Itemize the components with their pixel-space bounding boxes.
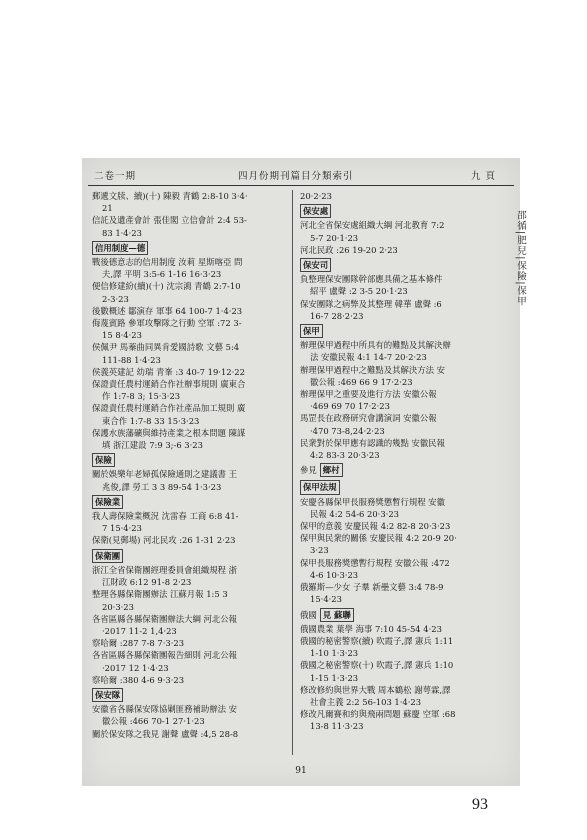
- entry-continuation: 3·23: [310, 545, 329, 556]
- scanned-page: [82, 158, 526, 786]
- index-entry: [300, 437, 500, 461]
- entry-line: 浙江全省保衛團經理委員會組織規程 浙: [92, 564, 238, 575]
- entry-line: 俄羅斯—少女 子羣 新壘文藝 3:4 78-9: [300, 582, 444, 593]
- entry-line: 關於保安隊之我見 謝聲 盧聲 :4,5 28-8: [92, 728, 239, 739]
- entry-continuation: 紹平 盧聲 :2 3-5 20·1·23: [310, 286, 408, 297]
- index-entry: [92, 703, 288, 727]
- index-entry: [92, 256, 288, 280]
- index-entry: [300, 388, 500, 412]
- index-entry: [300, 244, 500, 256]
- header-volume: 二卷一期: [94, 171, 137, 182]
- entry-continuation: 4-6 10·3·23: [310, 569, 359, 580]
- section-label: 保甲法規: [300, 480, 340, 494]
- index-entry: [300, 635, 500, 659]
- index-entry: [300, 581, 500, 605]
- side-tab: 邵循|肥兒|保險|保甲: [515, 210, 526, 307]
- index-entry: [300, 273, 500, 297]
- entry-line: 辦理保甲過程中之難點及其解決方法 安: [300, 364, 446, 375]
- section-heading: [92, 451, 288, 468]
- entry-line: 河北民政 :26 19-20 2·23: [300, 244, 398, 255]
- entry-line: 20·2·23: [300, 191, 332, 201]
- section-heading: [92, 239, 288, 256]
- section-label: 保安司: [300, 258, 331, 272]
- entry-continuation: ·469 69 70 17·2·23: [310, 401, 390, 412]
- index-entry: [300, 532, 500, 556]
- index-entry: [300, 298, 500, 322]
- entry-line: 郵遞文牍、續)(十) 陳毅 青鶴 2:8-10 3·4·: [92, 191, 248, 201]
- entry-continuation: 20·3·23: [102, 601, 134, 612]
- entry-line: 辦理保甲過程中所具有的難點及其解決辦: [300, 340, 451, 351]
- entry-continuation: 1-15 1·3·23: [310, 672, 359, 683]
- see-prefix: 參見: [300, 465, 317, 476]
- page-number: 93: [472, 796, 488, 813]
- see-target: 鄉村: [320, 463, 343, 477]
- entry-line: 修改凡爾賽和約與飛兩問題 蘇慶 空軍 :68: [300, 709, 456, 720]
- header-page: 九 頁: [470, 171, 496, 182]
- entry-line: 侮蔑賓路 參軍攻擊隊之行動 空軍 :72 3-: [92, 318, 242, 329]
- see-target: 見 蘇聯: [320, 608, 354, 622]
- entry-line: 保甲與民衆的關係 安慶民報 4:2 20-9 20·: [300, 533, 457, 544]
- entry-line: 馬罡長在政務研究會講演詞 安徽公報: [300, 413, 437, 424]
- entry-continuation: 5-7 20·1·23: [310, 232, 359, 243]
- entry-line: 保證責任農村運銷合作社辦事規則 廣東合: [92, 379, 246, 390]
- index-entry: [92, 534, 288, 546]
- entry-line: 戰後德意志的信用制度 汝莉 星斯喀亞 問: [92, 257, 243, 268]
- index-entry: [92, 468, 288, 492]
- index-entry: [92, 280, 288, 304]
- see-also: [300, 608, 500, 622]
- entry-line: 河北全省保安處組織大綱 河北教育 7:2: [300, 220, 445, 231]
- index-entry: [300, 623, 500, 635]
- entry-continuation: 15·4·23: [310, 594, 342, 605]
- entry-continuation: 21: [102, 203, 113, 214]
- entry-continuation: 民報 4:2 54-6 20·3·23: [310, 508, 399, 519]
- entry-continuation: 社會主義 2:2 56-103 1·4·23: [310, 696, 422, 707]
- entry-line: 整理各縣保衛團辦法 江蘇月報 1:5 3: [92, 589, 228, 600]
- entry-continuation: 15 8·4·23: [102, 330, 142, 341]
- entry-continuation: 16-7 28·2·23: [310, 310, 364, 321]
- see-prefix: 俄國: [300, 609, 317, 620]
- entry-line: 察哈爾 :380 4-6 9·3·23: [92, 674, 185, 685]
- section-heading: [92, 493, 288, 510]
- index-entry: [300, 412, 500, 436]
- entry-line: 後數概述 鄒演存 軍事 64 100-7 1·4·23: [92, 305, 243, 316]
- entry-line: 保證責任農村運銷合作社產品加工規則 廣: [92, 403, 246, 414]
- entry-continuation: 2-3·23: [102, 293, 129, 304]
- left-column: [92, 190, 288, 740]
- index-entry: [92, 305, 288, 317]
- index-entry: [92, 728, 288, 740]
- index-entry: [92, 190, 288, 214]
- section-heading: [300, 322, 500, 339]
- entry-line: 各省區縣各縣保衛團辦法大綱 河北公報: [92, 613, 238, 624]
- entry-continuation: 兆俊,譯 勞工 3 3 89-54 1·3·23: [102, 481, 222, 492]
- index-entry: [92, 510, 288, 534]
- index-entry: [300, 557, 500, 581]
- entry-line: 便信修建紛(續)(十) 沈宗鴻 青鶴 2:7-10: [92, 281, 241, 292]
- entry-line: 俄國之秘密警察(十) 吹霞子,譯 憲兵 1:10: [300, 660, 454, 671]
- index-entry: [92, 649, 288, 673]
- index-entry: [92, 613, 288, 637]
- index-entry: [92, 564, 288, 588]
- section-heading: [300, 202, 500, 219]
- index-entry: [92, 366, 288, 378]
- section-label: 保險業: [92, 495, 123, 509]
- header-rule: [88, 185, 514, 186]
- entry-continuation: 夫,譯 平明 3:5-6 1-16 16·3·23: [102, 269, 222, 280]
- index-entry: [300, 520, 500, 532]
- entry-line: 保甲長服務獎懲暫行規程 安徽公報 :472: [300, 557, 450, 568]
- running-header: [88, 168, 514, 182]
- entry-continuation: ·2017 11-2 1,4·23: [102, 625, 177, 636]
- index-entry: [92, 637, 288, 649]
- index-entry: [92, 317, 288, 341]
- entry-line: 俄國的秘密警察(續) 吹霞子,譯 憲兵 1:11: [300, 635, 454, 646]
- section-heading: [92, 547, 288, 564]
- section-label: 保衛團: [92, 549, 123, 563]
- entry-continuation: 13-8 11·3·23: [310, 721, 364, 732]
- index-entry: [300, 708, 500, 732]
- column-divider: [292, 190, 293, 755]
- entry-line: 負整理保安團隊幹部應具備之基本條件: [300, 274, 443, 285]
- entry-line: 察哈爾 :287 7-8 7·3·23: [92, 638, 185, 649]
- entry-continuation: ·470 73-8,24·2·23: [310, 425, 385, 436]
- entry-line: 俄國農業 葉學 海事 7:10 45-54 4·23: [300, 623, 442, 634]
- entry-continuation: 1-10 1·3·23: [310, 648, 359, 659]
- section-label: 保安處: [300, 204, 331, 218]
- index-entry: [300, 339, 500, 363]
- index-entry: [300, 219, 500, 243]
- section-label: 信用制度—德: [92, 241, 148, 255]
- index-entry: [92, 214, 288, 238]
- entry-line: 辦理保甲之重要及進行方法 安徽公報: [300, 389, 437, 400]
- entry-continuation: 法 安徽民報 4:1 14-7 20·2·23: [310, 352, 427, 363]
- section-heading: [300, 256, 500, 273]
- entry-continuation: 7 15·4·23: [102, 523, 142, 534]
- index-entry: [92, 378, 288, 402]
- index-entry: [300, 684, 500, 708]
- entry-line: 關於娛樂年老婦孤保險通則之建議書 王: [92, 469, 238, 480]
- entry-continuation: 填 浙江建設 7:9 3;-6 3·23: [102, 440, 203, 451]
- entry-line: 各省區縣各縣保衛團報告細則 河北公報: [92, 650, 238, 661]
- index-entry: [300, 496, 500, 520]
- entry-line: 民衆對於保甲應有認識的幾點 安徽民報: [300, 437, 446, 448]
- entry-line: 修改修約與世界大戰 周本鶴松 謝萼霖,譯: [300, 684, 451, 695]
- right-column: [300, 190, 500, 733]
- index-entry: [92, 588, 288, 612]
- entry-continuation: ·2017 12 1·4·23: [102, 662, 169, 673]
- section-heading: [300, 478, 500, 495]
- entry-line: 侯佩尹 馬蓁曲同異肯愛國詩歌 文藝 5:4: [92, 342, 240, 353]
- index-entry: [92, 341, 288, 365]
- index-entry: [300, 190, 500, 202]
- entry-line: 保甲的意義 安慶民報 4:2 82-8 20·3·23: [300, 521, 451, 532]
- entry-continuation: 東合作 1:7-8 33 15·3·23: [102, 415, 200, 426]
- entry-line: 我人壽保險業概況 沈雷春 工商 6:8 41-: [92, 511, 239, 522]
- section-label: 保安隊: [92, 688, 123, 702]
- entry-continuation: 作 1:7-8 3; 15·3·23: [102, 391, 181, 402]
- entry-continuation: 83 1·4·23: [102, 227, 142, 238]
- section-label: 保甲: [300, 324, 323, 338]
- see-also: [300, 463, 500, 477]
- index-entry: [92, 402, 288, 426]
- entry-line: 侯義英建記 幼瑞 青峯 :3 40-7 19·12·22: [92, 366, 245, 377]
- entry-line: 信託及遺產會計 張佳閣 立信會計 2:4 53-: [92, 215, 247, 226]
- entry-continuation: 4:2 83-3 20·3·23: [310, 450, 380, 461]
- index-entry: [300, 659, 500, 683]
- entry-line: 保衛(見郵場) 河北民攻 :26 1-31 2·23: [92, 535, 236, 546]
- index-entry: [92, 674, 288, 686]
- entry-line: 保護水族藩礦與維持產業之根本問題 陳謀: [92, 427, 246, 438]
- entry-continuation: 111-88 1·4·23: [102, 354, 161, 365]
- section-label: 保險: [92, 453, 115, 467]
- index-entry: [92, 427, 288, 451]
- entry-continuation: 徽公報 :469 66 9 17·2·23: [310, 376, 413, 387]
- entry-continuation: 江財政 6:12 91-8 2·23: [102, 577, 192, 588]
- index-entry: [300, 364, 500, 388]
- entry-line: 保安團隊之病弊及其整理 韓華 盧聲 :6: [300, 298, 442, 309]
- entry-line: 安慶各縣保甲長服務獎懲暫行規程 安徽: [300, 496, 446, 507]
- footer-page-number: 91: [295, 766, 307, 776]
- entry-line: 安徽省各縣保安隊協剿匪務補助辦法 安: [92, 704, 238, 715]
- section-heading: [92, 686, 288, 703]
- entry-continuation: 徽公報 :466 70-1 27·1·23: [102, 716, 205, 727]
- header-title: 四月份期刊篇目分類索引: [238, 171, 354, 182]
